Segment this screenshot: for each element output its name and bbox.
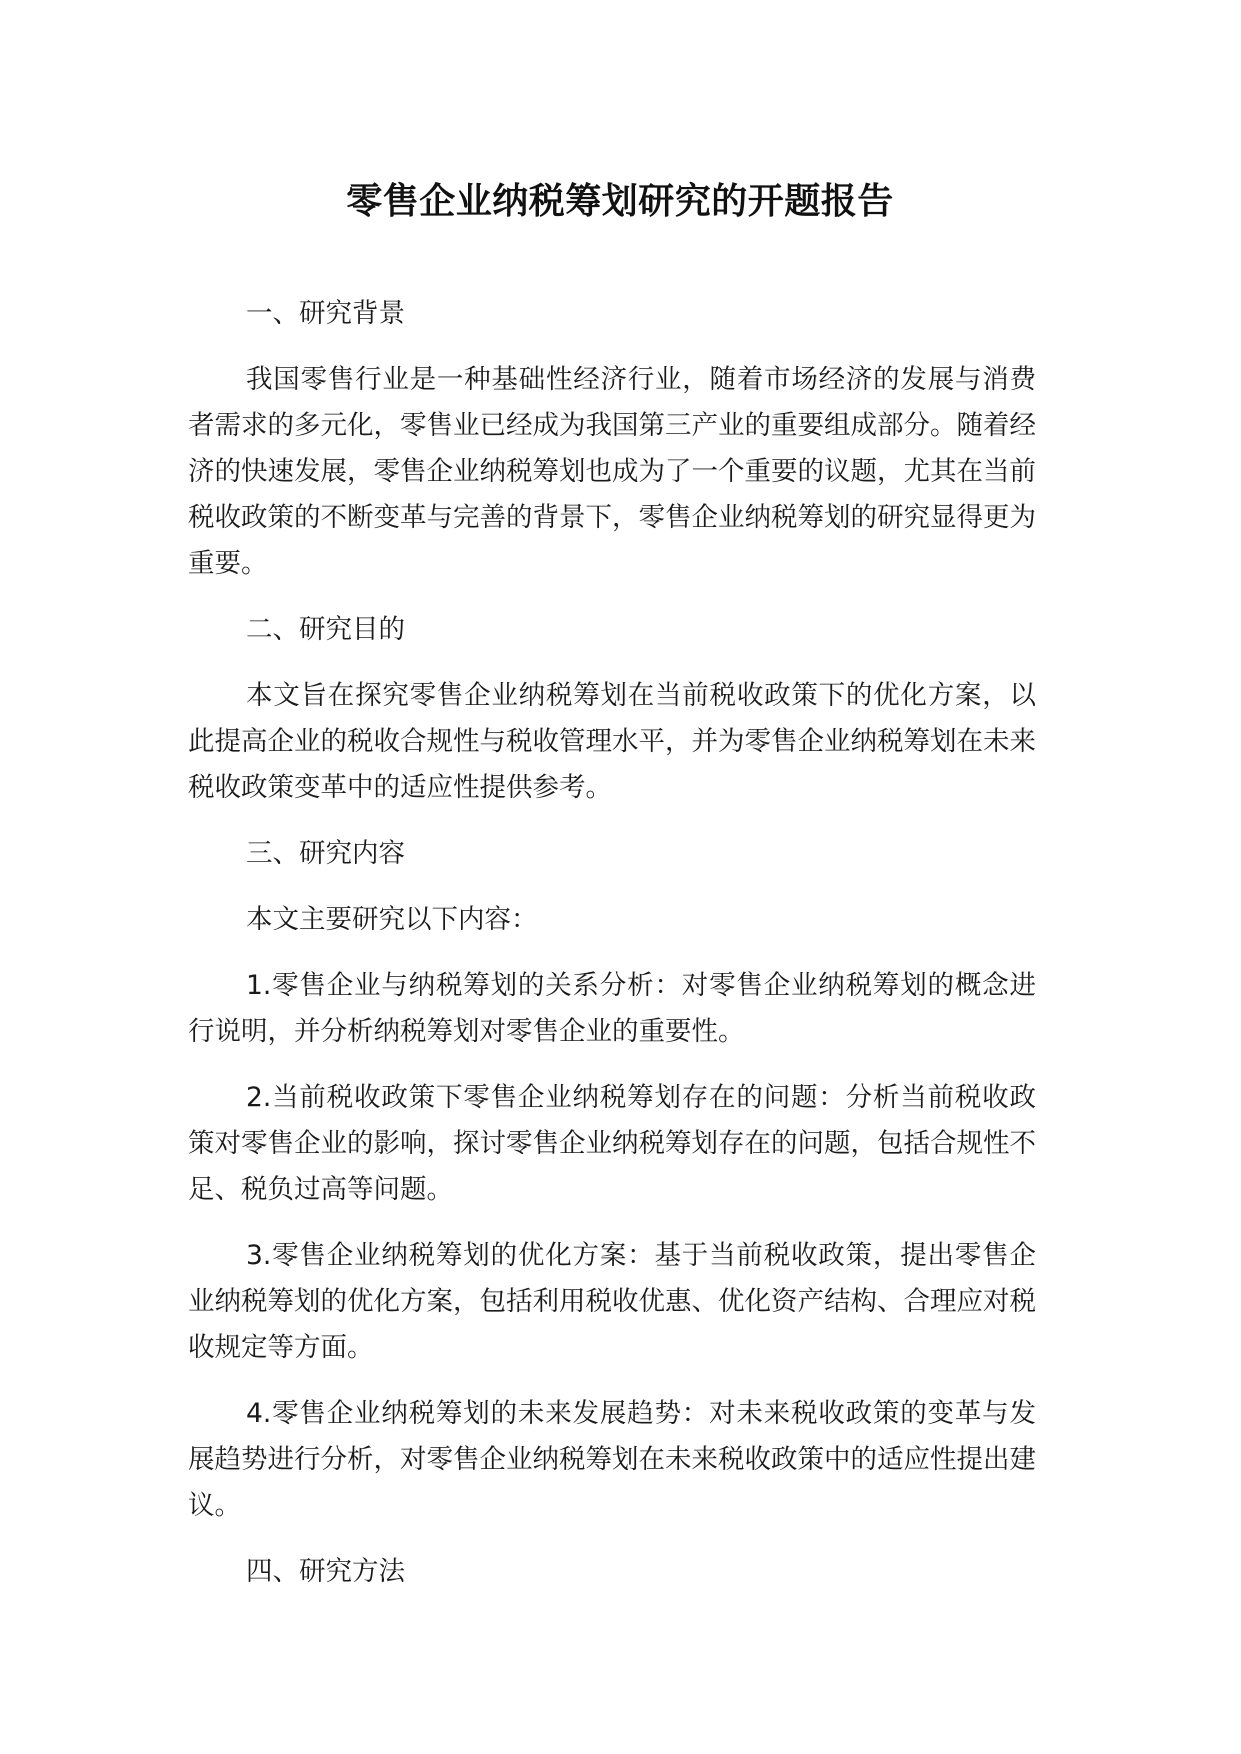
section-heading-method: 四、研究方法 bbox=[246, 1556, 405, 1587]
paragraph-content-intro: 本文主要研究以下内容： bbox=[246, 904, 538, 935]
content-item-2: 2.当前税收政策下零售企业纳税筹划存在的问题：分析当前税收政策对零售企业的影响，探讨零售企业纳税筹划存在的问题，包括合规性不足、税负过高等问题。 bbox=[188, 1082, 1036, 1205]
paragraph-background: 我国零售行业是一种基础性经济行业，随着市场经济的发展与消费者需求的多元化，零售业已经成为我国第三产业的重要组成部分。随着经济的快速发展，零售企业纳税筹划也成为了一个重要的议题，尤其在当前税收政策的不断变革与完善的背景下，零售企业纳税筹划的研究显得更为重要。 bbox=[188, 364, 1036, 579]
section-heading-content: 三、研究内容 bbox=[246, 838, 405, 869]
document-title: 零售企业纳税筹划研究的开题报告 bbox=[346, 181, 894, 222]
content-item-4: 4.零售企业纳税筹划的未来发展趋势：对未来税收政策的变革与发展趋势进行分析，对零售企业纳税筹划在未来税收政策中的适应性提出建议。 bbox=[188, 1398, 1036, 1521]
content-item-3: 3.零售企业纳税筹划的优化方案：基于当前税收政策，提出零售企业纳税筹划的优化方案，包括利用税收优惠、优化资产结构、合理应对税收规定等方面。 bbox=[188, 1240, 1036, 1363]
content-item-1: 1.零售企业与纳税筹划的关系分析：对零售企业纳税筹划的概念进行说明，并分析纳税筹划对零售企业的重要性。 bbox=[188, 970, 1036, 1047]
section-heading-purpose: 二、研究目的 bbox=[246, 614, 405, 645]
paragraph-purpose: 本文旨在探究零售企业纳税筹划在当前税收政策下的优化方案，以此提高企业的税收合规性与税收管理水平，并为零售企业纳税筹划在未来税收政策变革中的适应性提供参考。 bbox=[188, 680, 1036, 803]
section-heading-background: 一、研究背景 bbox=[246, 298, 405, 329]
